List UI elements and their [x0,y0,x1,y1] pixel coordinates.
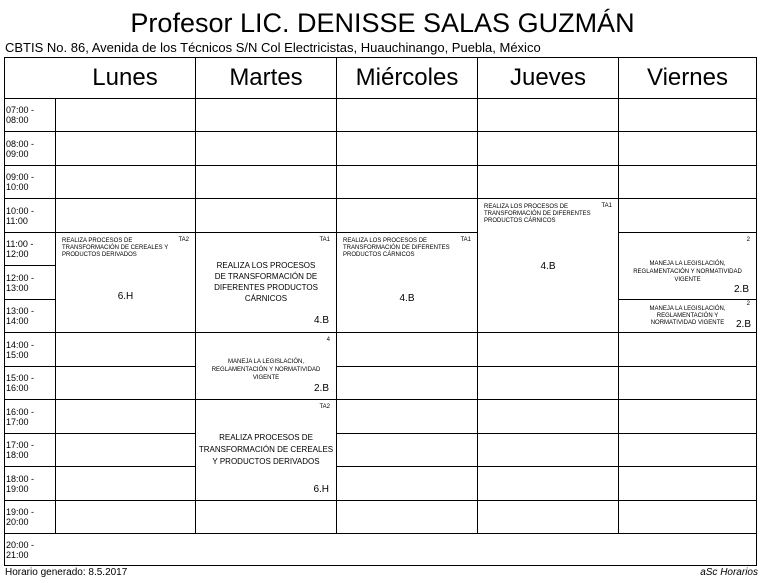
lesson-group: 2.B [313,383,329,394]
lesson-tag: TA1 [460,237,471,243]
lesson-group: 2.B [733,284,749,295]
school-address: CBTIS No. 86, Avenida de los Técnicos S/N Col Electricistas, Huauchinango, Puebla, México [5,40,541,55]
row-divider [5,165,756,166]
generated-date: Horario generado: 8.5.2017 [5,567,128,578]
time-slot: 14:00 - 15:00 [6,339,35,360]
lesson-tuesday-1[interactable] [196,233,336,332]
time-slot: 11:00 - 12:00 [6,239,34,259]
lesson-thursday[interactable] [478,199,618,332]
row-divider [5,433,756,434]
lesson-tag: TA2 [178,237,189,243]
lesson-group: 4.B [540,261,556,272]
page-title: Profesor LIC. DENISSE SALAS GUZMÁN [130,8,635,38]
lesson-group: 4.B [313,315,329,326]
lesson-subject: REALIZA LOS PROCESOS DE TRANSFORMACIÓN DE DIFERENTES PRODUCTOS CÁRNICOS [343,238,450,258]
lesson-subject: REALIZA PROCESOS DE TRANSFORMACIÓN DE CEREALES Y PRODUCTOS DERIVADOS [62,238,169,258]
time-slot: 18:00 - 19:00 [6,473,35,494]
day-header-monday: Lunes [92,64,158,91]
lesson-subject: MANEJA LA LEGISLACIÓN, REGLAMENTACIÓN Y NORMATIVIDAD VIGENTE [633,261,742,283]
row-divider [5,131,756,132]
lesson-group: 2.B [735,319,751,330]
brand-label: aSc Horarios [700,567,758,578]
day-header-thursday: Jueves [509,64,587,91]
lesson-group: 4.B [399,293,415,304]
lesson-tag: TA2 [319,404,330,410]
time-slot: 15:00 - 16:00 [6,373,35,393]
time-slot: 08:00 - 09:00 [6,138,35,159]
time-slot: 12:00 - 13:00 [6,272,35,293]
lesson-tag: TA1 [601,203,612,209]
time-slot: 19:00 - 20:00 [6,507,35,527]
day-header-wednesday: Miércoles [355,64,459,91]
row-divider [5,98,756,99]
lesson-tag: TA1 [319,237,330,243]
row-divider [5,399,756,400]
time-slot: 07:00 - 08:00 [6,105,35,125]
lesson-tag: 4 [326,337,330,343]
lesson-friday-2[interactable] [619,300,756,332]
row-divider [5,366,756,367]
row-divider [5,466,756,467]
row-divider [5,198,756,199]
time-slot: 10:00 - 11:00 [6,205,35,226]
lesson-tag: 2 [746,301,750,307]
lesson-subject: MANEJA LA LEGISLACIÓN, REGLAMENTACIÓN Y NORMATIVIDAD VIGENTE [211,359,321,381]
row-divider [5,533,756,534]
time-slot: 13:00 - 14:00 [6,306,35,326]
day-header-friday: Viernes [647,64,728,91]
lesson-subject: REALIZA LOS PROCESOS DE TRANSFORMACIÓN DE DIFERENTES PRODUCTOS CÁRNICOS [484,204,591,224]
lesson-tag: 2 [746,237,750,243]
lesson-subject: REALIZA PROCESOS DE TRANSFORMACIÓN DE CEREALES Y PRODUCTOS DERIVADOS [198,433,334,466]
lesson-subject: MANEJA LA LEGISLACIÓN, REGLAMENTACIÓN Y NORMATIVIDAD VIGENTE [649,306,726,326]
lesson-tuesday-3[interactable] [196,400,336,500]
row-divider [5,500,756,501]
row-divider [5,332,756,333]
day-header-tuesday: Martes [229,64,303,91]
time-slot: 17:00 - 18:00 [6,440,35,460]
time-slot: 09:00 - 10:00 [6,172,35,192]
lesson-friday-1[interactable] [619,233,756,299]
lesson-group: 6.H [117,291,134,302]
lesson-group: 6.H [313,484,329,495]
lesson-tuesday-2[interactable] [196,333,336,399]
lesson-wednesday[interactable] [337,233,477,332]
lesson-subject: REALIZA LOS PROCESOS DE TRANSFORMACIÓN DE DIFERENTES PRODUCTOS CÁRNICOS [214,261,318,303]
time-slot: 16:00 - 17:00 [6,406,35,427]
time-slot: 20:00 - 21:00 [6,539,35,560]
timetable-grid [4,57,757,566]
lesson-monday[interactable] [56,233,195,332]
